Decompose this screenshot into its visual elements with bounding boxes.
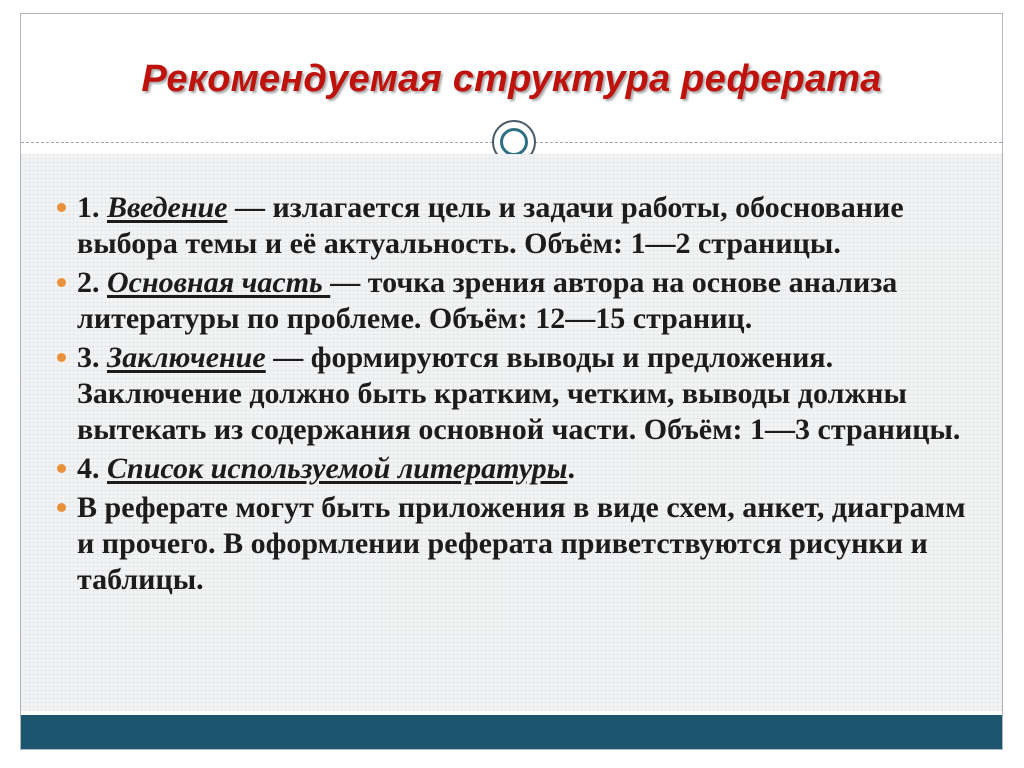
bullet-text: — точка зрения автора на основе анализа литературы по проблеме. Объём: 12—15 страниц. [77, 266, 898, 335]
footer-bar [21, 715, 1002, 749]
bullet-number: 4. [77, 452, 107, 485]
slide-title: Рекомендуемая структура реферата [141, 58, 882, 100]
circle-ornament-inner-icon [500, 128, 528, 156]
slide [20, 13, 1003, 750]
bullet-list [57, 190, 977, 601]
bullet-text: . [567, 452, 575, 485]
bullet-dot-icon [57, 353, 66, 362]
bullet-dot-icon [57, 464, 66, 473]
bullet-item-bibliography [57, 451, 977, 487]
bullet-number: 3. [77, 341, 107, 374]
content-area [21, 154, 1002, 711]
bullet-item-introduction [57, 190, 977, 262]
bullet-term: Основная часть [107, 266, 331, 299]
bullet-dot-icon [57, 203, 66, 212]
bullet-item-appendices [57, 490, 977, 598]
bullet-text: — излагается цель и задачи работы, обоснование выбора темы и её актуальность. Объём: 1—2 страницы. [77, 191, 904, 260]
bullet-dot-icon [57, 503, 66, 512]
bullet-text: — формируются выводы и предложения. Заключение должно быть кратким, четким, выводы должны вытекать из содержания основной части. Объём: 1—3 страницы. [77, 341, 961, 446]
bullet-item-conclusion [57, 340, 977, 448]
bullet-dot-icon [57, 278, 66, 287]
bullet-term: Список используемой литературы [107, 452, 568, 485]
bullet-term: Заключение [107, 341, 266, 374]
bullet-item-main-part [57, 265, 977, 337]
bullet-text: В реферате могут быть приложения в виде схем, анкет, диаграмм и прочего. В оформлении реферата приветствуются рисунки и таблицы. [77, 491, 966, 596]
bullet-number: 1. [77, 191, 107, 224]
bullet-term: Введение [107, 191, 228, 224]
bullet-number: 2. [77, 266, 107, 299]
